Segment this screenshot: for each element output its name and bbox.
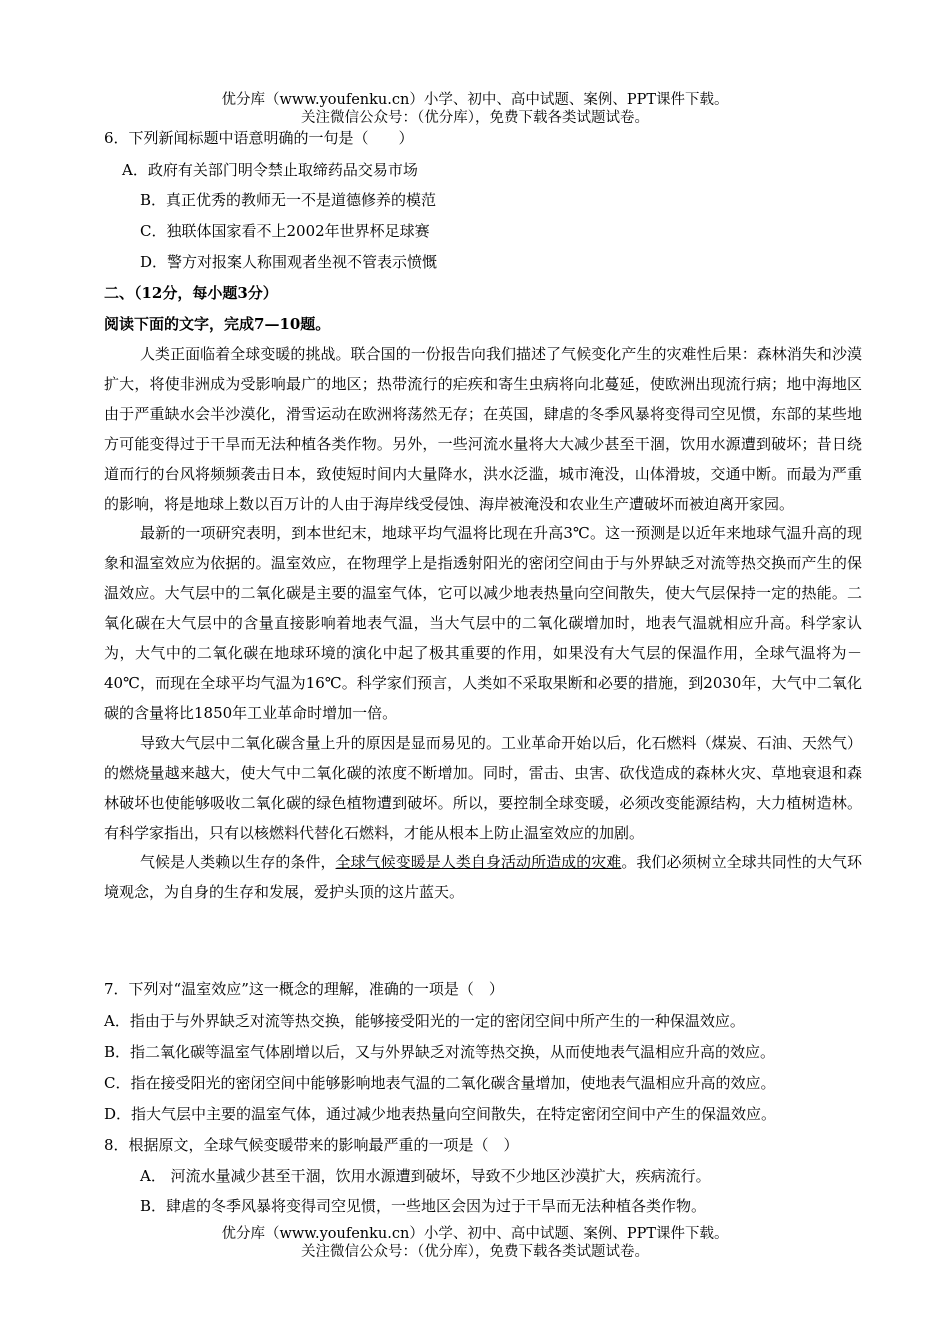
page-footer [0, 1225, 950, 1261]
q8-option-b: B．肆虐的冬季风暴将变得司空见惯，一些地区会因为过于干旱而无法种植各类作物。 [140, 1197, 707, 1215]
q7-option-d: D．指大气层中主要的温室气体，通过减少地表热量向空间散失，在特定密闭空间中产生的保温效应。 [104, 1105, 777, 1123]
page-header [0, 91, 950, 127]
q6-stem: 6．下列新闻标题中语意明确的一句是（ ） [104, 129, 414, 147]
q6-option-c: C．独联体国家看不上2002年世界杯足球赛 [140, 222, 430, 240]
reading-instruction: 阅读下面的文字，完成7—10题。 [104, 315, 331, 333]
q8-stem: 8．根据原文，全球气候变暖带来的影响最严重的一项是（ ） [104, 1136, 519, 1154]
section-heading: 二、（12分，每小题3分） [104, 284, 278, 302]
passage-paragraph-4 [104, 848, 862, 908]
underlined-sentence: 全球气候变暖是人类自身活动所造成的灾难 [335, 853, 622, 872]
passage-paragraph-1: 人类正面临着全球变暖的挑战。联合国的一份报告向我们描述了气候变化产生的灾难性后果：森林消失和沙漠扩大，将使非洲成为受影响最广的地区；热带流行的疟疾和寄生虫病将向北蔓延，使欧洲出现流行病；地中海地区由于严重缺水会半沙漠化，滑雪运动在欧洲将荡然无存；在英国，肆虐的冬季风暴将变得司空见惯，东部的某些地方可能变得过于干旱而无法种植各类作物。另外，一些河流水量将大大减少甚至干涸，饮用水源遭到破坏；昔日绕道而行的台风将频频袭击日本，致使短时间内大量降水，洪水泛滥，城市淹没，山体滑坡，交通中断。而最为严重的影响，将是地球上数以百万计的人由于海岸线受侵蚀、海岸被淹没和农业生产遭破坏而被迫离开家园。 [104, 345, 862, 513]
reading-passage [104, 340, 862, 908]
q7-stem: 7．下列对“温室效应”这一概念的理解，准确的一项是（ ） [104, 980, 504, 998]
footer-line-1: 优分库（www.youfenku.cn）小学、初中、高中试题、案例、PPT课件下载。 [221, 1226, 729, 1242]
paragraph-4-tail: 。我们必须树立全球共同性的大气环境观念，为自身的生存和发展，爱护头顶的这片蓝天。 [104, 853, 862, 902]
header-line-2: 关注微信公众号：（优分库），免费下载各类试题试卷。 [301, 110, 649, 126]
q7-option-a: A．指由于与外界缺乏对流等热交换，能够接受阳光的一定的密闭空间中所产生的一种保温效应。 [104, 1012, 745, 1030]
passage-paragraph-3: 导致大气层中二氧化碳含量上升的原因是显而易见的。工业革命开始以后，化石燃料（煤炭、石油、天然气）的燃烧量越来越大，使大气中二氧化碳的浓度不断增加。同时，雷击、虫害、砍伐造成的森林火灾、草地衰退和森林破坏也使能够吸收二氧化碳的绿色植物遭到破坏。所以，要控制全球变暖，必须改变能源结构，大力植树造林。有科学家指出，只有以核燃料代替化石燃料，才能从根本上防止温室效应的加剧。 [104, 733, 862, 842]
footer-line-2: 关注微信公众号：（优分库），免费下载各类试题试卷。 [301, 1244, 649, 1260]
q8-option-a: A． 河流水量减少甚至干涸，饮用水源遭到破坏，导致不少地区沙漠扩大，疾病流行。 [140, 1167, 711, 1185]
q7-option-c: C．指在接受阳光的密闭空间中能够影响地表气温的二氧化碳含量增加，使地表气温相应升高的效应。 [104, 1074, 776, 1092]
paragraph-4-lead: 气候是人类赖以生存的条件， [140, 853, 336, 872]
q7-option-b: B．指二氧化碳等温室气体剧增以后，又与外界缺乏对流等热交换，从而使地表气温相应升高的效应。 [104, 1043, 776, 1061]
passage-paragraph-2: 最新的一项研究表明，到本世纪末，地球平均气温将比现在升高3℃。这一预测是以近年来地球气温升高的现象和温室效应为依据的。温室效应，在物理学上是指透射阳光的密闭空间由于与外界缺乏对流等热交换而产生的保温效应。大气层中的二氧化碳是主要的温室气体，它可以减少地表热量向空间散失，使大气层保持一定的热能。二氧化碳在大气层中的含量直接影响着地表气温，当大气层中的二氧化碳增加时，地表气温就相应升高。科学家认为，大气中的二氧化碳在地球环境的演化中起了极其重要的作用，如果没有大气层的保温作用，全球气温将为－40℃，而现在全球平均气温为16℃。科学家们预言，人类如不采取果断和必要的措施，到2030年，大气中二氧化碳的含量将比1850年工业革命时增加一倍。 [104, 524, 862, 722]
q6-option-b: B．真正优秀的教师无一不是道德修养的模范 [140, 191, 437, 209]
q6-option-a: A．政府有关部门明令禁止取缔药品交易市场 [122, 161, 418, 179]
header-line-1: 优分库（www.youfenku.cn）小学、初中、高中试题、案例、PPT课件下载。 [221, 92, 729, 108]
q6-option-d: D．警方对报案人称围观者坐视不管表示愤慨 [140, 253, 438, 271]
